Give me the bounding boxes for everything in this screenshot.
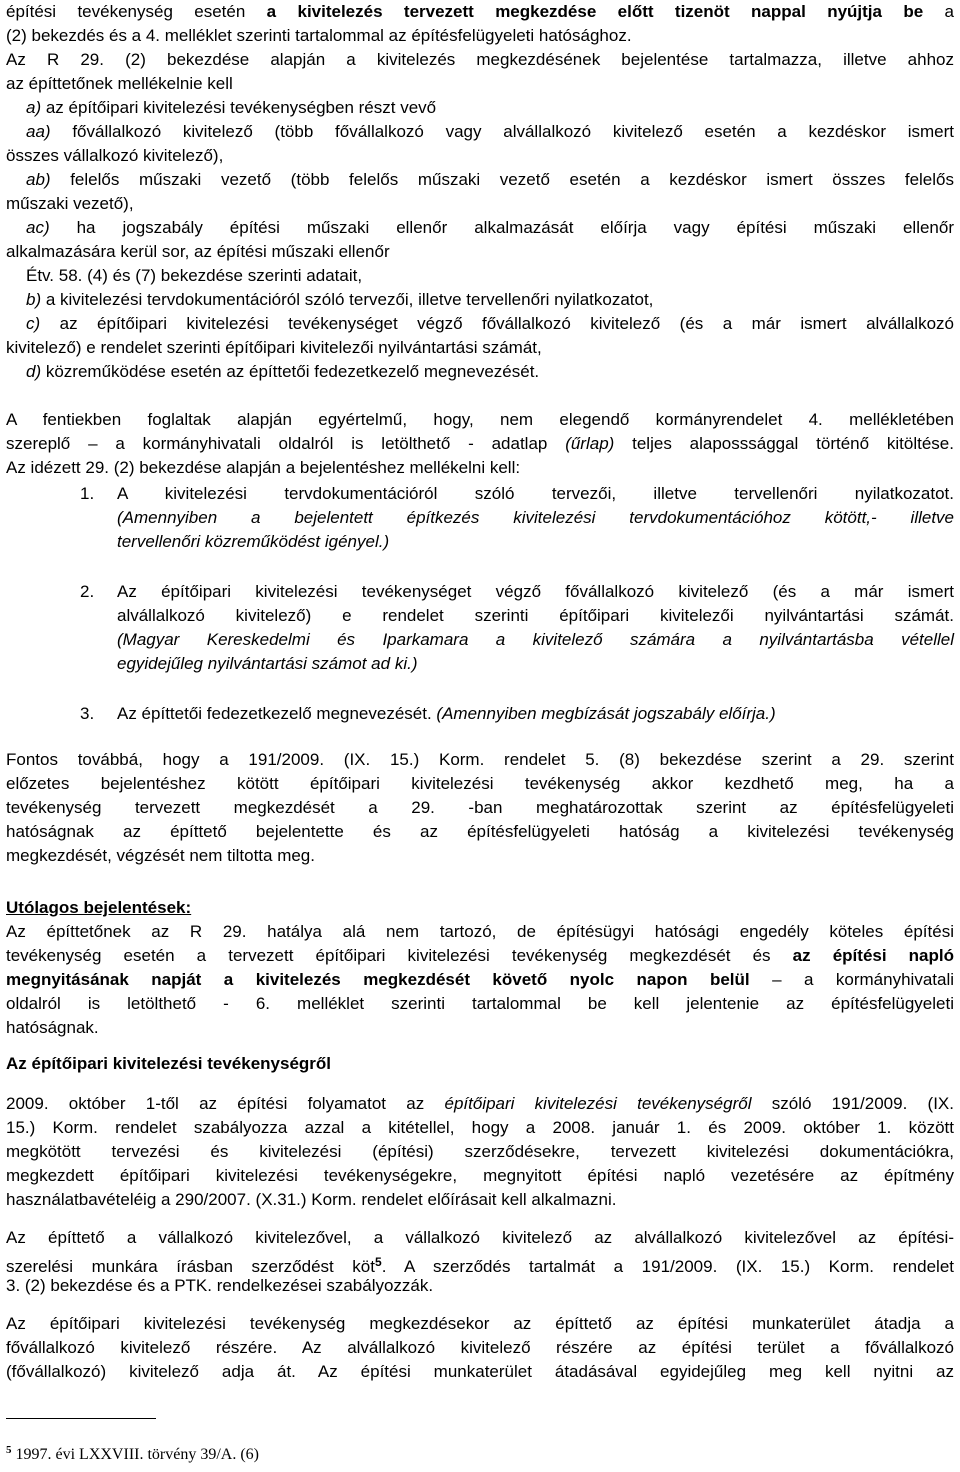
list-number: 3. <box>80 704 95 723</box>
text-line: építési tevékenység esetén a kivitelezés tervezett megkezdése előtt tizenöt nappal nyújtja be a <box>6 2 955 21</box>
text-line: Étv. 58. (4) és (7) bekezdése szerinti adatait, <box>26 266 363 285</box>
text-line: oldalról is letölthető - 6. melléklet szerinti tartalommal be kell jelentenie az építésfelügyeleti <box>6 994 954 1013</box>
text-line: megkezdését, végzését nem tiltotta meg. <box>6 846 315 865</box>
footnote-divider <box>6 1418 156 1419</box>
list-item-ab: ab) felelős műszaki vezető (több felelős műszaki vezető esetén a kezdéskor ismert összes felelős <box>26 170 954 189</box>
section-heading: Utólagos bejelentések: <box>6 898 192 917</box>
numbered-item-text: alvállalkozó kivitelező) e rendelet szerinti építőipari kivitelezői nyilvántartási számát. <box>117 606 954 625</box>
text-line: előzetes bejelentéshez kötött építőipari kivitelezési tevékenység akkor kezdhető meg, ha a <box>6 774 954 793</box>
list-item-ac: ac) ha jogszabály építési műszaki ellenőr alkalmazását előírja vagy építési műszaki ellenőr <box>26 218 954 237</box>
text-line: A fentiekben foglaltak alapján egyértelmű, hogy, nem elegendő kormányrendelet 4. mellékletében <box>6 410 954 429</box>
list-item-d: d) közreműködése esetén az építtetői fedezetkezelő megnevezését. <box>26 362 540 381</box>
numbered-item-note: tervellenőri közreműködést igényel.) <box>117 532 390 551</box>
text-line: Fontos továbbá, hogy a 191/2009. (IX. 15.) Korm. rendelet 5. (8) bekezdése szerint a 29. szerint <box>6 750 954 769</box>
text-line: az építtetőnek mellékelnie kell <box>6 74 233 93</box>
list-item-aa: aa) fővállalkozó kivitelező (több fővállalkozó vagy alvállalkozó kivitelező esetén a kezdéskor ismert <box>26 122 954 141</box>
text-line: hatóságnak az építtető bejelentette és az építésfelügyeleti hatóság a kivitelezési tevékenység <box>6 822 954 841</box>
numbered-item-note: (Magyar Kereskedelmi és Iparkamara a kivitelező számára a nyilvántartásba vétellel <box>117 630 954 649</box>
text-line: használatbavételéig a 290/2007. (X.31.) Korm. rendelet előírásait kell alkalmazni. <box>6 1190 617 1209</box>
section-heading: Az építőipari kivitelezési tevékenységről <box>6 1054 332 1073</box>
text-line: szerelési munkára írásban szerződést köt$^5$. A szerződés tartalmát a 191/2009. (IX. 15.) Korm. rendelet <box>6 1255 954 1276</box>
text-line: (fővállalkozó) kivitelező adja át. Az építési munkaterület átadásával egyidejűleg meg kell nyitni az <box>6 1362 954 1381</box>
text-line: 3. (2) bekezdése és a PTK. rendelkezései szabályozzák. <box>6 1276 434 1295</box>
footnote-mark: 5 <box>6 1444 12 1456</box>
text-line: hatóságnak. <box>6 1018 99 1037</box>
footnote <box>6 1438 259 1467</box>
text-line: Az R 29. (2) bekezdése alapján a kivitelezés megkezdésének bejelentése tartalmazza, illetve ahhoz <box>6 50 954 69</box>
text-line: tevékenység esetén a tervezett építőipari kivitelezési tevékenység megkezdését és az építési napló <box>6 946 955 965</box>
text-line: fővállalkozó kivitelező részére. Az alvállalkozó kivitelező részére az építési terület a fővállalkozó <box>6 1338 954 1357</box>
text-line: összes vállalkozó kivitelező), <box>6 146 224 165</box>
text-line: műszaki vezető), <box>6 194 134 213</box>
text-line: Az építtetőnek az R 29. hatálya alá nem tartozó, de építésügyi hatósági engedély köteles építési <box>6 922 954 941</box>
text-line: tevékenység tervezett megkezdését a 29. -ban meghatározottak szerint az építésfelügyeleti <box>6 798 954 817</box>
text-line: 15.) Korm. rendelet szabályozza azzal a kitétellel, hogy a 2008. január 1. és 2009. október 1. között <box>6 1118 954 1137</box>
text-line: megkötött tervezési és kivitelezési (építési) szerződésekre, tervezett kivitelezési dokumentációkra, <box>6 1142 954 1161</box>
list-item-a: a) az építőipari kivitelezési tevékenységben részt vevő <box>26 98 437 117</box>
list-number: 2. <box>80 582 95 601</box>
numbered-item-text: A kivitelezési tervdokumentációról szóló tervezői, illetve tervellenőri nyilatkozatot. <box>117 484 954 503</box>
footnote-reference[interactable]: 5 <box>375 1255 382 1269</box>
list-item-c: c) az építőipari kivitelezési tevékenységet végző fővállalkozó kivitelező (és a már ismert alvállalkozó <box>26 314 954 333</box>
text-line: alkalmazására kerül sor, az építési műszaki ellenőr <box>6 242 390 261</box>
text-line: kivitelező) e rendelet szerinti építőipari kivitelezői nyilvántartási számát, <box>6 338 542 357</box>
text-line: Az építőipari kivitelezési tevékenység megkezdésekor az építtető az építési munkaterület átadja a <box>6 1314 954 1333</box>
numbered-item-note: egyidejűleg nyilvántartási számot ad ki.) <box>117 654 418 673</box>
numbered-item-text: Az építtetői fedezetkezelő megnevezését. (Amennyiben megbízását jogszabály előírja.) <box>117 704 776 723</box>
list-item-b: b) a kivitelezési tervdokumentációról szóló tervezői, illetve tervellenőri nyilatkozatot, <box>26 290 654 309</box>
list-number: 1. <box>80 484 95 503</box>
footnote-text: 1997. évi LXXVIII. törvény 39/A. (6) <box>11 1446 259 1463</box>
text-line: megnyitásának napját a kivitelezés megkezdését követő nyolc napon belül – a kormányhivatali <box>6 970 955 989</box>
text-line: megkezdett építőipari kivitelezési tevékenységekre, megnyitott építési napló vezetésére az építmény <box>6 1166 954 1185</box>
text-line: 2009. október 1-től az építési folyamatot az építőipari kivitelezési tevékenységről szóló 191/2009. (IX. <box>6 1094 954 1113</box>
text-line: Az építtető a vállalkozó kivitelezővel, a vállalkozó kivitelező az alvállalkozó kivitelezővel az építési- <box>6 1228 954 1247</box>
text-line: (2) bekezdés és a 4. melléklet szerinti tartalommal az építésfelügyeleti hatósághoz. <box>6 26 632 45</box>
text-line: szereplő – a kormányhivatali oldalról is letölthető - adatlap (űrlap) teljes alaposssággal történő kitöltése. <box>6 434 954 453</box>
numbered-item-text: Az építőipari kivitelezési tevékenységet végző fővállalkozó kivitelező (és a már ismert <box>117 582 954 601</box>
text-line: Az idézett 29. (2) bekezdése alapján a bejelentéshez mellékelni kell: <box>6 458 521 477</box>
numbered-item-note: (Amennyiben a bejelentett építkezés kivitelezési tervdokumentációhoz kötött,- illetve <box>117 508 954 527</box>
